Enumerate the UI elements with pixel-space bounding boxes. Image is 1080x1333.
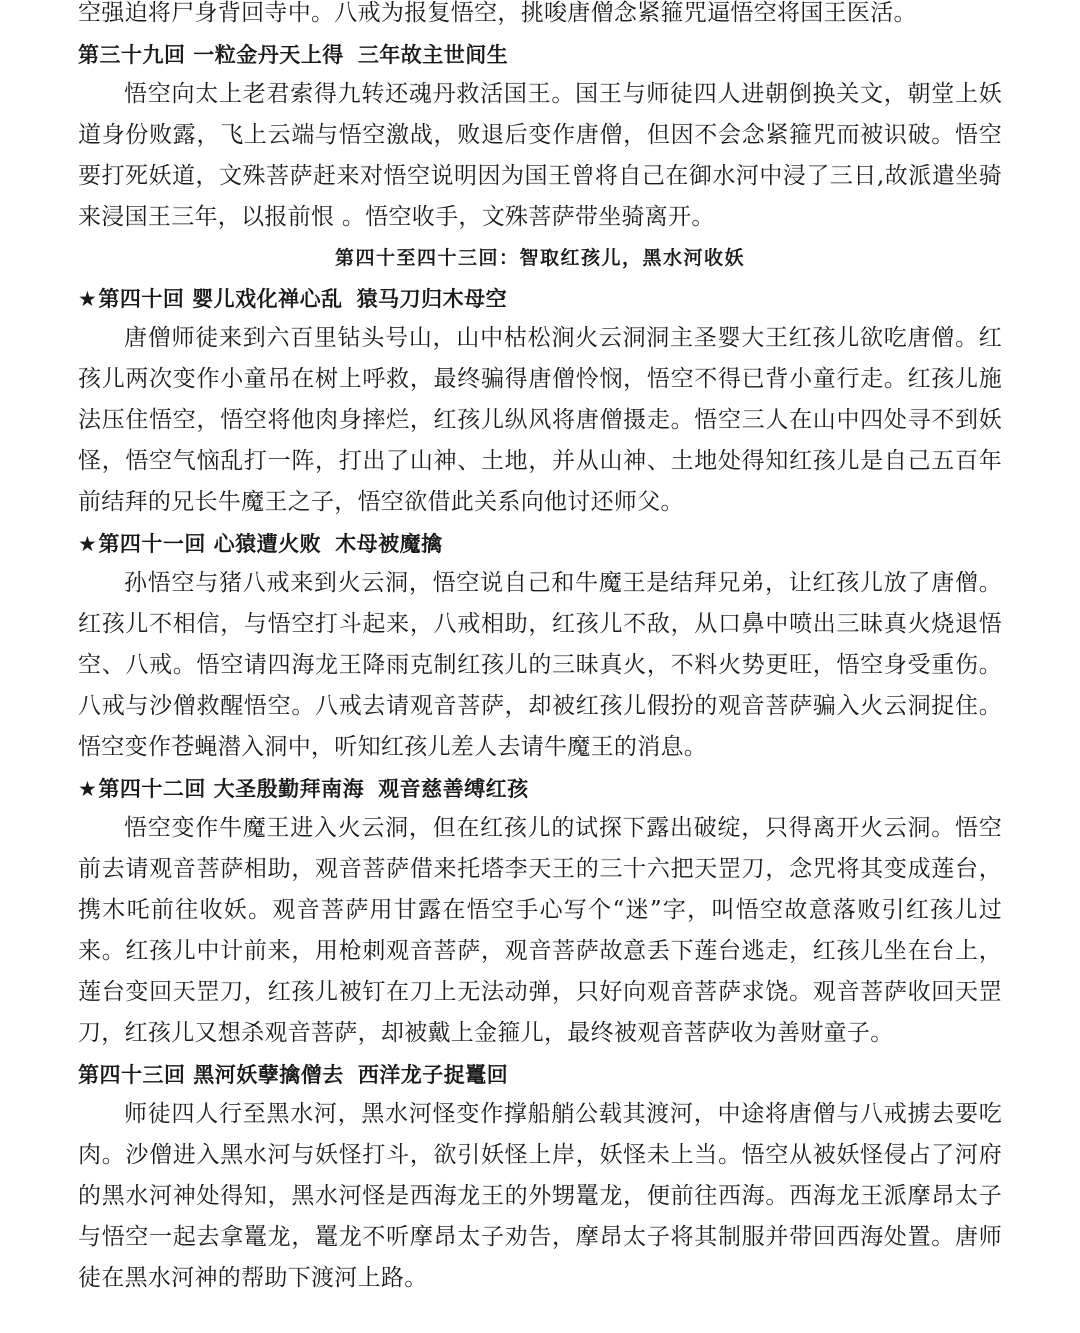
chapter-40-title [78, 280, 1002, 318]
continuation-paragraph: 空强迫将尸身背回寺中。八戒为报复悟空，挑唆唐僧念紧箍咒逼悟空将国王医活。 [78, 0, 917, 26]
chapter-42-title-part-a: 第四十二回 大圣殷勤拜南海 [98, 777, 365, 801]
chapter-40-title-part-b: 猿马刀归木母空 [356, 287, 508, 311]
chapter-42-title [78, 770, 1002, 808]
chapter-41-body: 孙悟空与猪八戒来到火云洞，悟空说自己和牛魔王是结拜兄弟，让红孩儿放了唐僧。红孩儿不相信，与悟空打斗起来，八戒相助，红孩儿不敌，从口鼻中喷出三昧真火烧退悟空、八戒。悟空请四海龙王降雨克制红孩儿的三昧真火，不料火势更旺，悟空身受重伤。八戒与沙僧救醒悟空。八戒去请观音菩萨，却被红孩儿假扮的观音菩萨骗入火云洞捉住。悟空变作苍蝇潜入洞中，听知红孩儿差人去请牛魔王的消息。 [78, 570, 1002, 760]
star-icon: ★ [78, 532, 98, 556]
chapter-39-title [78, 36, 1002, 74]
chapter-43-title-part-a: 第四十三回 黑河妖孽擒僧去 [78, 1063, 344, 1087]
section-heading: 第四十至四十三回：智取红孩儿，黑水河收妖 [334, 247, 745, 269]
chapter-41-title-part-b: 木母被魔擒 [335, 532, 443, 556]
chapter-43-body: 师徒四人行至黑水河，黑水河怪变作撑船艄公载其渡河，中途将唐僧与八戒掳去要吃肉。沙僧进入黑水河与妖怪打斗，欲引妖怪上岸，妖怪未上当。悟空从被妖怪侵占了河府的黑水河神处得知，黑水河怪是西海龙王的外甥鼍龙，便前往西海。西海龙王派摩昂太子与悟空一起去拿鼍龙，鼍龙不听摩昂太子劝告，摩昂太子将其制服并带回西海处置。唐师徒在黑水河神的帮助下渡河上路。 [78, 1101, 1002, 1291]
chapter-41-title [78, 525, 1002, 563]
document-page [78, 0, 1002, 1299]
chapter-39-title-part-a: 第三十九回 一粒金丹天上得 [78, 43, 344, 67]
star-icon: ★ [78, 777, 98, 801]
chapter-39-body: 悟空向太上老君索得九转还魂丹救活国王。国王与师徒四人进朝倒换关文，朝堂上妖道身份败露，飞上云端与悟空激战，败退后变作唐僧，但因不会念紧箍咒而被识破。悟空要打死妖道，文殊菩萨赶来对悟空说明因为国王曾将自己在御水河中浸了三日,故派遣坐骑来浸国王三年，以报前恨 。悟空收手，文殊菩萨带坐骑离开。 [78, 81, 1002, 230]
chapter-42-title-part-b: 观音慈善缚红孩 [378, 777, 529, 801]
chapter-43-title-part-b: 西洋龙子捉鼍回 [357, 1063, 509, 1087]
chapter-41-title-part-a: 第四十一回 心猿遭火败 [98, 532, 322, 556]
chapter-40-body: 唐僧师徒来到六百里钻头号山，山中枯松涧火云洞洞主圣婴大王红孩儿欲吃唐僧。红孩儿两次变作小童吊在树上呼救，最终骗得唐僧怜悯，悟空不得已背小童行走。红孩儿施法压住悟空，悟空将他肉身摔烂，红孩儿纵风将唐僧摄走。悟空三人在山中四处寻不到妖怪，悟空气恼乱打一阵，打出了山神、土地，并从山神、土地处得知红孩儿是自己五百年前结拜的兄长牛魔王之子，悟空欲借此关系向他讨还师父。 [78, 325, 1002, 515]
chapter-43-title [78, 1056, 1002, 1094]
star-icon: ★ [78, 287, 98, 311]
chapter-40-title-part-a: 第四十回 婴儿戏化禅心乱 [98, 287, 343, 311]
chapter-42-body: 悟空变作牛魔王进入火云洞，但在红孩儿的试探下露出破绽，只得离开火云洞。悟空前去请观音菩萨相助，观音菩萨借来托塔李天王的三十六把天罡刀，念咒将其变成莲台，携木吒前往收妖。观音菩萨用甘露在悟空手心写个“迷”字，叫悟空故意落败引红孩儿过来。红孩儿中计前来，用枪刺观音菩萨，观音菩萨故意丢下莲台逃走，红孩儿坐在台上，莲台变回天罡刀，红孩儿被钉在刀上无法动弹，只好向观音菩萨求饶。观音菩萨收回天罡刀，红孩儿又想杀观音菩萨，却被戴上金箍儿，最终被观音菩萨收为善财童子。 [78, 815, 1002, 1046]
chapter-39-title-part-b: 三年故主世间生 [357, 43, 509, 67]
